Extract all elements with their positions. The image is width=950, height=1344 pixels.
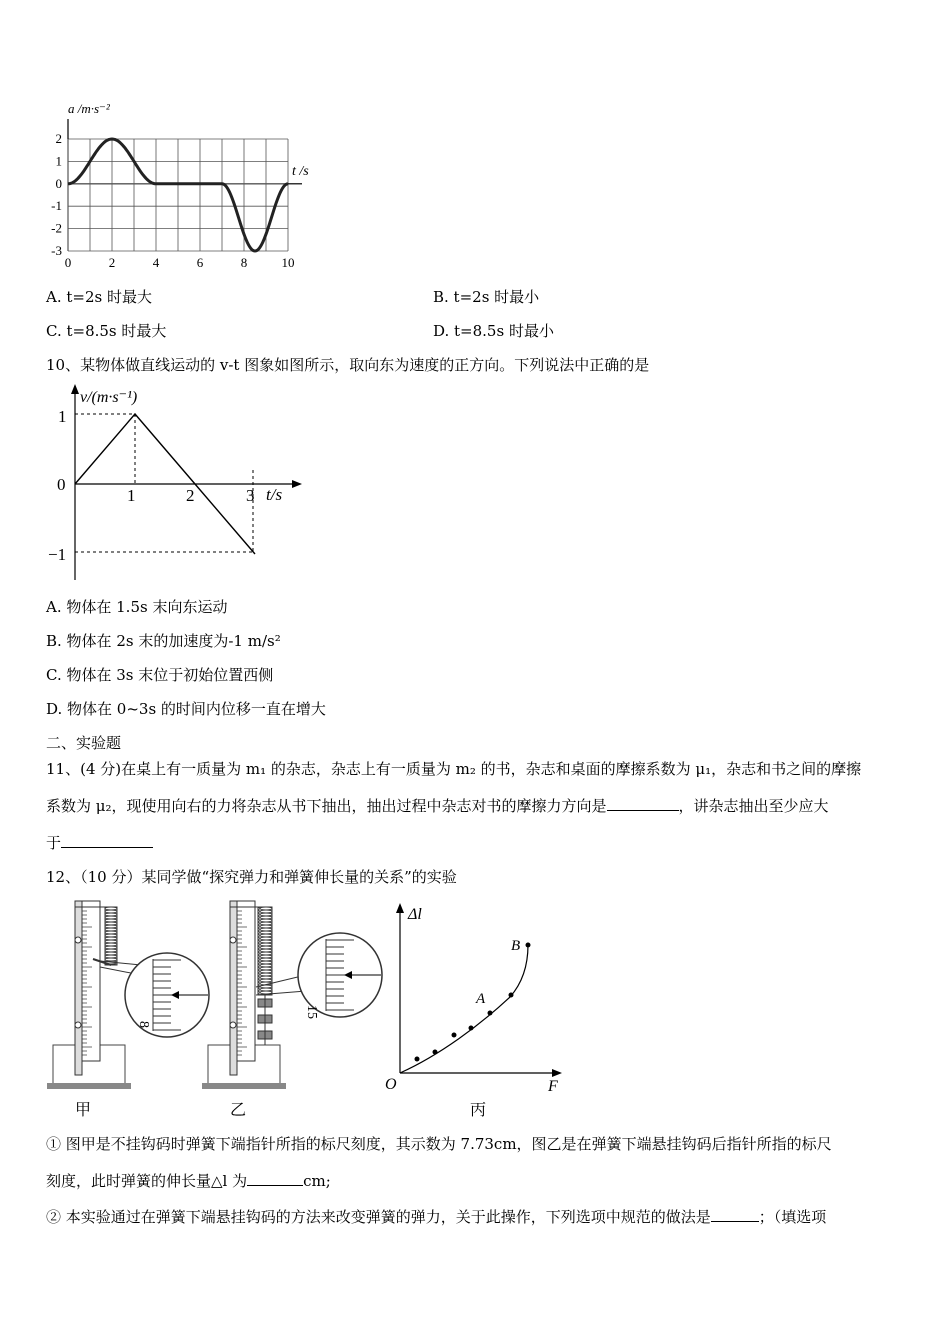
- fig3-point-b: B: [511, 938, 521, 954]
- chart1-xtick: 0: [64, 255, 72, 270]
- fig-label-yi: 乙: [230, 1102, 247, 1119]
- chart1-ytick: 0: [55, 175, 62, 191]
- chart1-xticks: [65, 255, 295, 270]
- q11-blank-1[interactable]: [607, 796, 679, 811]
- chart2-ylabel: v/(m·s⁻¹): [80, 389, 138, 406]
- fig3-curve: [400, 945, 528, 1073]
- q12-part1-text: 刻度，此时弹簧的伸长量△l 为: [46, 1172, 248, 1190]
- q11-line2: [46, 795, 829, 816]
- chart1-xlabel: t /s: [292, 164, 309, 179]
- fig-label-jia: 甲: [75, 1102, 92, 1119]
- chart2-ytick-1: 1: [58, 407, 67, 426]
- q12-part1-line2: [46, 1170, 331, 1191]
- q10-stem: 10、某物体做直线运动的 v-t 图象如图所示，取向东为速度的正方向。下列说法中正确的是: [46, 356, 650, 374]
- acceleration-time-chart: [40, 95, 330, 275]
- q12-stem: 12、（10 分）某同学做“探究弹力和弹簧伸长量的关系”的实验: [46, 868, 457, 886]
- q12-part2-text: ② 本实验通过在弹簧下端悬挂钩码的方法来改变弹簧的弹力，关于此操作，下列选项中规范的做法是: [46, 1208, 711, 1226]
- q11-line3-text: 于: [46, 834, 62, 852]
- chart1-xtick: 6: [196, 255, 204, 270]
- chart2-xtick-1: 1: [127, 486, 136, 505]
- chart1-ytick: -2: [51, 220, 62, 236]
- chart2-xtick-3: 3: [246, 486, 255, 505]
- chart2-xlabel: t/s: [266, 485, 283, 504]
- q12-part1-line1: ① 图甲是不挂钩码时弹簧下端指针所指的标尺刻度，其示数为 7.73cm，图乙是在弹簧下端悬挂钩码后指针所指的标尺: [46, 1135, 832, 1153]
- fig3-point: [433, 1050, 438, 1055]
- q12-blank-1[interactable]: [247, 1171, 303, 1186]
- chart1-ytick: -3: [51, 243, 62, 258]
- q9-option-c[interactable]: C. t=8.5s 时最大: [46, 322, 167, 340]
- fig3-point-a: A: [476, 991, 486, 1007]
- fig3-origin: O: [385, 1076, 397, 1093]
- chart1-ytick: -1: [51, 198, 62, 214]
- fig3-xlabel: F: [548, 1078, 558, 1095]
- magnifier-label-yi: 15: [304, 1005, 319, 1019]
- q10-option-a[interactable]: A. 物体在 1.5s 末向东运动: [46, 598, 228, 616]
- chart1-ytick: 1: [55, 153, 62, 169]
- q12-part2-tail: ；（填选项: [758, 1208, 827, 1226]
- q11-blank-2[interactable]: [61, 833, 153, 848]
- chart1-xtick: 4: [152, 255, 160, 270]
- q10-option-b[interactable]: B. 物体在 2s 末的加速度为-1 m/s²: [46, 632, 281, 650]
- fig3-ylabel: Δl: [408, 906, 422, 923]
- figure-yi: [200, 895, 390, 1125]
- figure-jia: [45, 895, 215, 1125]
- q10-option-d[interactable]: D. 物体在 0~3s 的时间内位移一直在增大: [46, 700, 326, 718]
- chart1-xtick: 10: [281, 255, 295, 270]
- chart1-xtick: 8: [240, 255, 248, 270]
- fig3-point: [452, 1033, 457, 1038]
- q11-line2b-text: ，讲杂志抽出至少应大: [678, 797, 829, 815]
- q9-option-d[interactable]: D. t=8.5s 时最小: [433, 322, 554, 340]
- velocity-time-chart: [40, 380, 310, 580]
- q12-blank-2[interactable]: [711, 1207, 759, 1222]
- chart1-yticks: [51, 131, 62, 258]
- q12-part2-line1: [46, 1206, 826, 1227]
- fig3-point: [488, 1011, 493, 1016]
- fig3-point: [415, 1057, 420, 1062]
- chart1-ylabel: a /m·s⁻²: [68, 101, 110, 116]
- chart2-xtick-2: 2: [186, 486, 195, 505]
- q9-option-b[interactable]: B. t=2s 时最小: [433, 288, 540, 306]
- q11-line3: [46, 832, 153, 853]
- chart1-xtick: 2: [108, 255, 116, 270]
- chart2-ytick-0: 0: [57, 475, 66, 494]
- q11-line2-text: 系数为 μ₂，现使用向右的力将杂志从书下抽出，抽出过程中杂志对书的摩擦力方向是: [46, 797, 607, 815]
- figure-bing: [380, 895, 580, 1125]
- q9-option-a[interactable]: A. t=2s 时最大: [46, 288, 152, 306]
- q12-part1-unit: cm;: [303, 1172, 331, 1190]
- fig3-point: [469, 1026, 474, 1031]
- fig-label-bing: 丙: [470, 1102, 487, 1119]
- q10-option-c[interactable]: C. 物体在 3s 末位于初始位置西侧: [46, 666, 274, 684]
- q11-line1: 11、(4 分)在桌上有一质量为 m₁ 的杂志，杂志上有一质量为 m₂ 的书，杂志和桌面的摩擦系数为 μ₁，杂志和书之间的摩擦: [46, 760, 862, 778]
- chart1-ytick: 2: [55, 131, 62, 146]
- chart2-ytick-neg1: −1: [48, 545, 67, 564]
- magnifier-label-jia: 8: [136, 1021, 151, 1028]
- fig3-point: [526, 943, 531, 948]
- section-heading: 二、实验题: [46, 734, 122, 752]
- fig3-point: [509, 993, 514, 998]
